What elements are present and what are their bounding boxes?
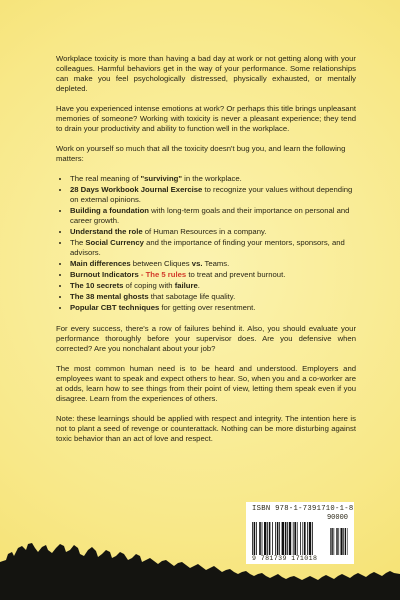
addon-stripe [334,528,335,555]
barcode-bars [252,522,348,555]
barcode-stripe [269,522,271,555]
barcode-stripe [277,522,279,555]
barcode-stripe [272,522,273,555]
addon-stripe [330,528,331,555]
blurb-text [56,54,356,454]
learn-paragraph: Work on yourself so much that all the toxicity doesn't bug you, and learn the following matters: [56,144,346,163]
list-item: • The Social Currency and the importance of finding your mentors, sponsors, and advisors. [70,238,356,258]
price-addon-code: 90000 [326,514,348,522]
list-item: • The 10 secrets of coping with failure. [70,281,356,291]
barcode-stripe [300,522,301,555]
barcode-stripe [285,522,287,555]
barcode-stripe [252,522,253,555]
list-item: • Understand the role of Human Resources in a company. [70,227,356,237]
addon-stripe [343,528,344,555]
success-paragraph: For every success, there's a row of failures behind it. Also, you should evaluate your performance thoroughly before your supervisor does. Are you defensive when corrected? Are you nonchalant about your job? [56,324,356,353]
barcode-stripe [275,522,276,555]
question-paragraph: Have you experienced intense emotions at work? Or perhaps this title brings unpleasant memories of someone? Working with toxicity is never a pleasant experience; they tend to drain your productivity and ability to function well in the workplace. [56,104,356,133]
addon-stripe [331,528,332,555]
barcode-stripe [267,522,268,555]
addon-stripe [345,528,346,555]
addon-stripe [341,528,343,555]
barcode-stripe [293,522,294,555]
intro-paragraph: Workplace toxicity is more than having a bad day at work or not getting along with your colleagues. Harmful behaviors get in the way of your performance. Some relationships can make you feel psychologically distressed, physically exhausted, or mentally depleted. [56,54,356,93]
barcode-stripe [304,522,306,555]
list-item: • Building a foundation with long-term goals and their importance on personal and career growth. [70,206,356,226]
barcode-stripe [254,522,256,555]
isbn-number: ISBN 978-1-7391710-1-8 [252,505,354,513]
barcode-stripe [279,522,280,555]
addon-stripe [348,528,349,555]
topics-list [56,174,356,313]
communication-paragraph: The most common human need is to be heard and understood. Employers and employees want to speak and expect others to hear. So, when you and a co-worker are at odds, learn how to see things from their point of view, letting them speak even if you disagree. Learn from the experiences of others. [56,364,356,403]
list-item: • The 38 mental ghosts that sabotage life quality. [70,292,356,302]
barcode-stripe [307,522,308,555]
list-item: • Main differences between Cliques vs. Teams. [70,259,356,269]
barcode-stripe [289,522,291,555]
addon-stripe [338,528,339,555]
list-item: • The real meaning of "surviving" in the workplace. [70,174,356,184]
barcode-stripe [297,522,298,555]
barcode-stripe [294,522,296,555]
barcode-stripe [282,522,284,555]
list-item: • Popular CBT techniques for getting over resentment. [70,303,356,313]
list-item: • 28 Days Workbook Journal Exercise to recognize your values without depending on external opinions. [70,185,356,205]
barcode-stripe [302,522,303,555]
barcode-stripe [262,522,263,555]
note-paragraph: Note: these learnings should be applied with respect and integrity. The intention here is not to plant a seed of revenge or counterattack. Nothing can be more disturbing against toxic behavior than an act of love and respect. [56,414,356,443]
addon-stripe [336,528,337,555]
barcode-stripe [264,522,266,555]
isbn-barcode [246,502,354,564]
barcode-stripe [256,522,257,555]
barcode-stripe [259,522,261,555]
list-item: • Burnout Indicators - The 5 rules to treat and prevent burnout. [70,270,356,280]
barcode-stripe [287,522,288,555]
barcode-stripe [312,522,313,555]
barcode-stripe [309,522,311,555]
ean-digits: 9 781739 171018 [252,555,318,562]
